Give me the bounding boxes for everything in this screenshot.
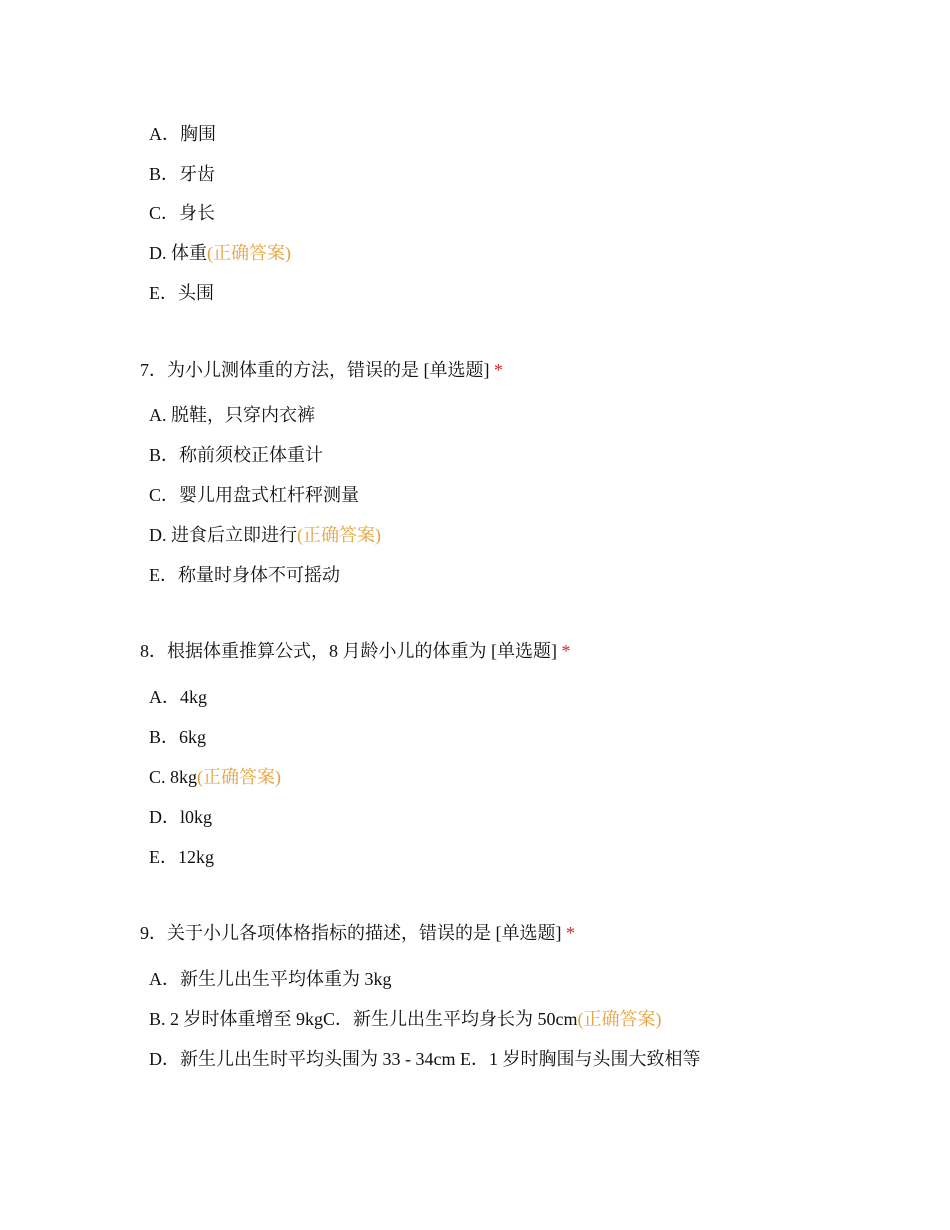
correct-answer-marker: (正确答案) <box>197 767 282 787</box>
correct-answer-marker: (正确答案) <box>207 243 291 263</box>
option-label: C．婴儿用盘式杠杆秤测量 <box>149 485 360 505</box>
option-label: A．新生儿出生平均体重为 3kg <box>149 969 392 989</box>
q9-option-d-e[interactable] <box>149 1047 700 1071</box>
q9-option-a[interactable] <box>149 967 392 991</box>
q7-option-c[interactable] <box>149 483 359 507</box>
correct-answer-marker: (正确答案) <box>297 525 381 545</box>
q8-option-c[interactable] <box>149 765 281 789</box>
q8-option-b[interactable] <box>149 725 206 749</box>
option-label: D．新生儿出生时平均头围为 33 - 34cm E．1 岁时胸围与头围大致相等 <box>149 1049 701 1069</box>
correct-answer-marker: (正确答案) <box>577 1009 662 1029</box>
q8-option-a[interactable] <box>149 685 207 709</box>
option-label: C．身长 <box>149 203 216 223</box>
question-text: 8．根据体重推算公式，8 月龄小儿的体重为 [单选题] <box>140 641 557 661</box>
option-label: B．牙齿 <box>149 164 216 184</box>
option-label: A．胸围 <box>149 124 216 144</box>
required-marker: * <box>561 641 571 661</box>
option-label: E．12kg <box>149 847 214 867</box>
option-label: B. 2 岁时体重增至 9kgC．新生儿出生平均身长为 50cm <box>149 1009 578 1029</box>
prev-option-e[interactable] <box>149 281 214 305</box>
option-label: A. 脱鞋，只穿内衣裤 <box>149 405 315 425</box>
question-7-title <box>140 358 503 382</box>
q8-option-d[interactable] <box>149 805 212 829</box>
question-9-title <box>140 921 575 945</box>
option-label: D. 进食后立即进行 <box>149 525 297 545</box>
required-marker: * <box>494 360 503 380</box>
prev-option-b[interactable] <box>149 162 215 186</box>
prev-option-c[interactable] <box>149 201 215 225</box>
option-label: B．称前须校正体重计 <box>149 445 324 465</box>
option-label: B．6kg <box>149 727 207 747</box>
q7-option-a[interactable] <box>149 403 315 427</box>
option-label: A．4kg <box>149 687 207 707</box>
required-marker: * <box>566 923 575 943</box>
prev-option-d[interactable] <box>149 241 291 265</box>
question-8-title <box>140 639 571 663</box>
option-label: C. 8kg <box>149 767 198 787</box>
q9-option-b-c[interactable] <box>149 1007 662 1031</box>
option-label: E．头围 <box>149 283 214 303</box>
q7-option-e[interactable] <box>149 563 340 587</box>
q8-option-e[interactable] <box>149 845 214 869</box>
option-label: D. 体重 <box>149 243 207 263</box>
q7-option-d[interactable] <box>149 523 381 547</box>
question-text: 7．为小儿测体重的方法，错误的是 [单选题] <box>140 360 490 380</box>
q7-option-b[interactable] <box>149 443 323 467</box>
option-label: E．称量时身体不可摇动 <box>149 565 340 585</box>
question-text: 9．关于小儿各项体格指标的描述，错误的是 [单选题] <box>140 923 562 943</box>
option-label: D．l0kg <box>149 807 212 827</box>
prev-option-a[interactable] <box>149 122 216 146</box>
